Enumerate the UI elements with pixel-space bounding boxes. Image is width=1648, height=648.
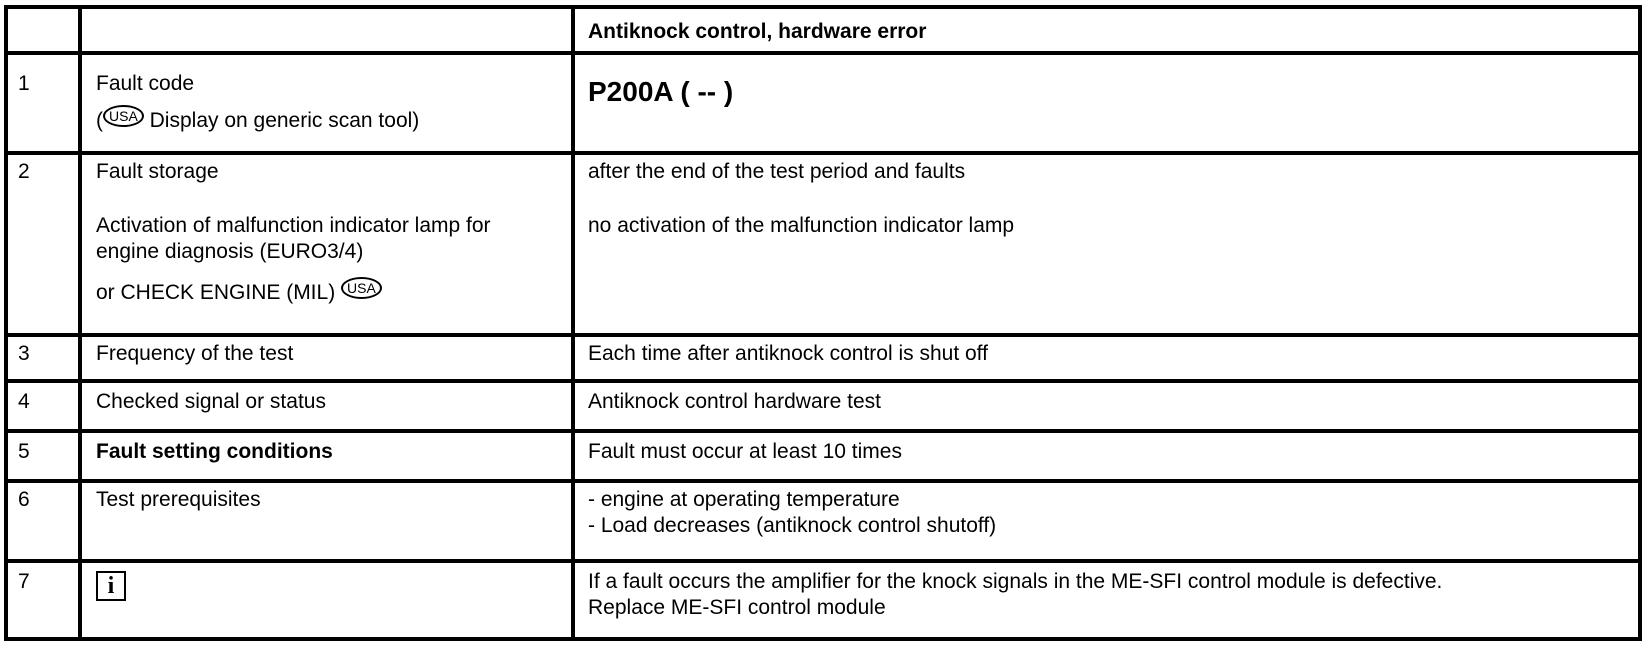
row-divider [8,429,1638,433]
info-icon: i [96,571,126,601]
row-number: 5 [18,440,30,463]
fault-setting-label: Fault setting conditions [96,440,333,463]
row-number: 4 [18,390,30,413]
row-divider [8,51,1638,55]
test-frequency-label: Frequency of the test [96,342,294,365]
fault-code-label: Fault code [96,72,195,95]
fault-table [4,5,1642,641]
info-text-line2: Replace ME-SFI control module [588,596,886,619]
column-divider [78,9,82,637]
usa-badge-icon: USA [103,105,144,127]
row-number: 6 [18,488,30,511]
row-divider [8,479,1638,483]
scan-tool-label: ( USA Display on generic scan tool) [96,105,419,134]
fault-code-value: P200A ( -- ) [588,76,734,107]
prerequisite-item: - Load decreases (antiknock control shutoff) [588,514,997,537]
prerequisite-item: - engine at operating temperature [588,488,900,511]
usa-badge-icon: USA [341,277,382,299]
row-divider [8,151,1638,155]
fault-storage-label: Fault storage [96,160,219,183]
info-note [96,571,126,601]
test-frequency-value: Each time after antiknock control is shut off [588,342,988,365]
row-divider [8,379,1638,383]
checked-signal-value: Antiknock control hardware test [588,390,881,413]
table-title: Antiknock control, hardware error [588,20,927,43]
row-divider [8,333,1638,337]
row-number: 7 [18,570,30,593]
mil-activation-label-line2: engine diagnosis (EURO3/4) [96,240,364,263]
row-number: 1 [18,72,30,95]
mil-activation-value: no activation of the malfunction indicator lamp [588,214,1015,237]
fault-storage-value: after the end of the test period and faults [588,160,966,183]
row-divider [8,559,1638,563]
row-number: 2 [18,160,30,183]
column-divider [571,9,575,637]
check-engine-label: or CHECK ENGINE (MIL) USA [96,277,382,306]
mil-activation-label: Activation of malfunction indicator lamp for [96,214,491,237]
fault-setting-value: Fault must occur at least 10 times [588,440,902,463]
info-text: If a fault occurs the amplifier for the knock signals in the ME-SFI control module is defective. [588,570,1443,593]
checked-signal-label: Checked signal or status [96,390,326,413]
test-prerequisites-label: Test prerequisites [96,488,261,511]
row-number: 3 [18,342,30,365]
